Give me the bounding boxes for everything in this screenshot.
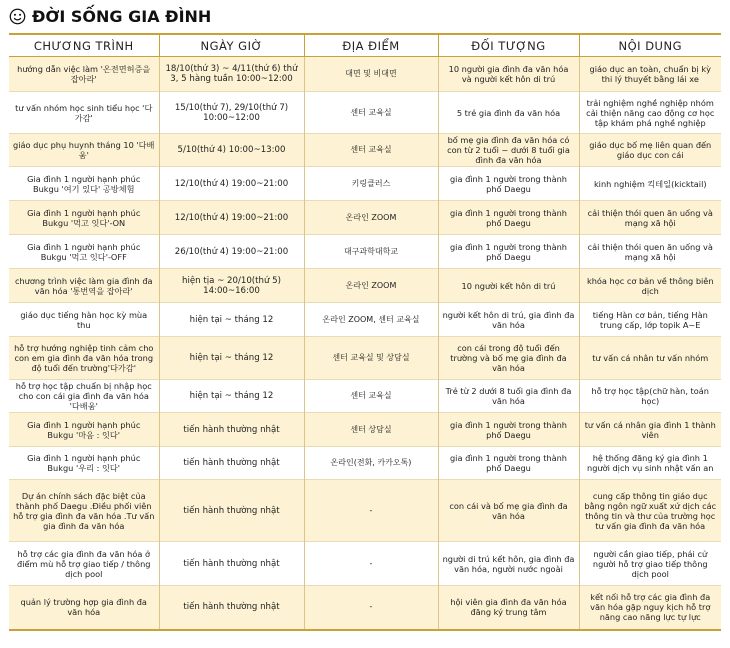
cell-content: kết nối hỗ trợ các gia đình đa văn hóa gặp nguy kịch hỗ trợ năng cao năng lực tự lực <box>579 586 721 630</box>
cell-time: 15/10(thứ 7), 29/10(thứ 7) 10:00~12:00 <box>159 92 304 134</box>
cell-target: người di trú kết hôn, gia đình đa văn hóa, người nước ngoài <box>438 542 579 586</box>
cell-place: - <box>304 586 438 630</box>
cell-time: hiện tại ~ tháng 12 <box>159 337 304 380</box>
table-row <box>9 447 721 480</box>
schedule-table <box>9 33 721 631</box>
cell-content: tiếng Hàn cơ bản, tiếng Hàn trung cấp, lớp topik A~E <box>579 303 721 337</box>
column-header-time: NGÀY GIỜ <box>159 34 304 57</box>
cell-program: hỗ trợ học tập chuẩn bị nhập học cho con cái gia đình đa văn hóa '다배움' <box>9 380 159 413</box>
cell-target: gia đình 1 người trong thành phố Daegu <box>438 167 579 201</box>
column-header-content: NỘI DUNG <box>579 34 721 57</box>
table-row <box>9 134 721 167</box>
cell-target: hội viên gia đình đa văn hóa đăng ký trung tâm <box>438 586 579 630</box>
cell-program: hỗ trợ các gia đình đa văn hóa ở điểm mù hỗ trợ giao tiếp / thông dịch pool <box>9 542 159 586</box>
cell-program: Dự án chính sách đặc biệt của thành phố Daegu .Điều phối viên hỗ trợ gia đình đa văn hóa .Tư vấn gia đình đa văn hóa <box>9 480 159 542</box>
cell-place: 센터 교육실 <box>304 92 438 134</box>
table-row <box>9 380 721 413</box>
cell-time: hiện tại ~ tháng 12 <box>159 303 304 337</box>
cell-program: tư vấn nhóm học sinh tiểu học '다가감' <box>9 92 159 134</box>
cell-time: hiện tịa ~ 20/10(thứ 5) 14:00~16:00 <box>159 269 304 303</box>
cell-content: hệ thống đăng ký gia đình 1 người dịch vụ sinh nhật vấn an <box>579 447 721 480</box>
cell-place: - <box>304 542 438 586</box>
cell-content: kinh nghiệm 킥테일(kicktail) <box>579 167 721 201</box>
column-header-place: ĐỊA ĐIỂM <box>304 34 438 57</box>
cell-target: gia đình 1 người trong thành phố Daegu <box>438 413 579 447</box>
table-row <box>9 167 721 201</box>
cell-time: 5/10(thứ 4) 10:00~13:00 <box>159 134 304 167</box>
cell-place: 센터 교육실 및 상담실 <box>304 337 438 380</box>
cell-content: giáo dục bố mẹ liên quan đến giáo dục con cái <box>579 134 721 167</box>
cell-time: 12/10(thứ 4) 19:00~21:00 <box>159 167 304 201</box>
cell-program: Gia đình 1 người hạnh phúc Bukgu '마음 : 잇다' <box>9 413 159 447</box>
cell-content: tư vấn cá nhân tư vấn nhóm <box>579 337 721 380</box>
table-header-row <box>9 34 721 57</box>
cell-target: 5 trẻ gia đình đa văn hóa <box>438 92 579 134</box>
table-row <box>9 201 721 235</box>
cell-place: 센터 교육실 <box>304 134 438 167</box>
cell-place: 온라인 ZOOM, 센터 교육실 <box>304 303 438 337</box>
cell-program: Gia đình 1 người hạnh phúc Bukgu '여기 있다' 공방체험 <box>9 167 159 201</box>
cell-target: bố mẹ gia đình đa văn hóa có con từ 2 tuổi ~ dưới 8 tuổi gia đình đa văn hóa <box>438 134 579 167</box>
cell-content: khóa học cơ bản về thông biên dịch <box>579 269 721 303</box>
cell-place: 키링클러스 <box>304 167 438 201</box>
cell-time: 18/10(thứ 3) ~ 4/11(thứ 6) thứ 3, 5 hàng tuần 10:00~12:00 <box>159 57 304 92</box>
cell-time: tiến hành thường nhật <box>159 542 304 586</box>
cell-content: người cần giao tiếp, phái cử người hỗ trợ giao tiếp thông dịch pool <box>579 542 721 586</box>
cell-program: Gia đình 1 người hạnh phúc Bukgu '우리 : 잇다' <box>9 447 159 480</box>
cell-time: tiến hành thường nhật <box>159 447 304 480</box>
table-row <box>9 586 721 630</box>
cell-program: quản lý trường hợp gia đình đa văn hóa <box>9 586 159 630</box>
column-header-target: ĐỐI TƯỢNG <box>438 34 579 57</box>
cell-target: gia đình 1 người trong thành phố Daegu <box>438 201 579 235</box>
cell-time: tiến hành thường nhật <box>159 413 304 447</box>
cell-time: tiến hành thường nhật <box>159 480 304 542</box>
table-row <box>9 57 721 92</box>
column-header-program: CHƯƠNG TRÌNH <box>9 34 159 57</box>
cell-time: hiện tại ~ tháng 12 <box>159 380 304 413</box>
cell-place: 센터 상담실 <box>304 413 438 447</box>
cell-time: tiến hành thường nhật <box>159 586 304 630</box>
table-row <box>9 413 721 447</box>
cell-time: 12/10(thứ 4) 19:00~21:00 <box>159 201 304 235</box>
cell-program: giáo dục tiếng hàn học kỳ mùa thu <box>9 303 159 337</box>
cell-target: người kết hôn di trú, gia đình đa văn hóa <box>438 303 579 337</box>
table-row <box>9 92 721 134</box>
table-row <box>9 337 721 380</box>
cell-target: Trẻ từ 2 dưới 8 tuổi gia đình đa văn hóa <box>438 380 579 413</box>
cell-program: chương trình việc làm gia đình đa văn hóa '통번역을 잡아라' <box>9 269 159 303</box>
cell-program: hỗ trợ hướng nghiệp tinh cảm cho con em gia đình đa văn hóa trong độ tuổi đến trường'다가감' <box>9 337 159 380</box>
cell-target: gia đình 1 người trong thành phố Daegu <box>438 447 579 480</box>
cell-place: 온라인 ZOOM <box>304 269 438 303</box>
cell-target: con cái trong độ tuổi đến trường và bố mẹ gia đình đa văn hóa <box>438 337 579 380</box>
cell-place: 센터 교육실 <box>304 380 438 413</box>
cell-content: tư vấn cá nhân gia đình 1 thành viên <box>579 413 721 447</box>
page-title-row <box>9 4 211 28</box>
cell-place: 대구과학대학교 <box>304 235 438 269</box>
cell-content: hỗ trợ học tập(chữ hàn, toán học) <box>579 380 721 413</box>
table-row <box>9 542 721 586</box>
cell-target: con cái và bố mẹ gia đình đa văn hóa <box>438 480 579 542</box>
cell-place: 온라인(전화, 카카오톡) <box>304 447 438 480</box>
cell-program: giáo dục phụ huynh tháng 10 '다배움' <box>9 134 159 167</box>
table-row <box>9 480 721 542</box>
cell-place: 온라인 ZOOM <box>304 201 438 235</box>
page-title: ĐỜI SỐNG GIA ĐÌNH <box>32 6 212 26</box>
cell-place: 대면 및 비대면 <box>304 57 438 92</box>
cell-program: hướng dẫn việc làm '온전면허증을 잡아라' <box>9 57 159 92</box>
cell-content: cải thiện thói quen ăn uống và mạng xã hội <box>579 201 721 235</box>
cell-target: 10 người kết hôn di trú <box>438 269 579 303</box>
cell-content: cung cấp thông tin giáo dục bằng ngôn ngữ xuất xứ dịch các thông tin và thư của trường học tư vấn gia đình đa văn hóa <box>579 480 721 542</box>
table-row <box>9 269 721 303</box>
table-row <box>9 235 721 269</box>
cell-program: Gia đình 1 người hạnh phúc Bukgu '먹고 잇다'-OFF <box>9 235 159 269</box>
table-row <box>9 303 721 337</box>
cell-content: trải nghiệm nghề nghiệp nhóm cải thiện năng cao động cơ học tập khám phá nghề nghiệp <box>579 92 721 134</box>
cell-time: 26/10(thứ 4) 19:00~21:00 <box>159 235 304 269</box>
cell-target: 10 người gia đình đa văn hóa và người kết hôn di trú <box>438 57 579 92</box>
table-body <box>9 57 721 630</box>
cell-content: giáo dục an toàn, chuẩn bị kỳ thi lý thuyết bằng lái xe <box>579 57 721 92</box>
cell-target: gia đình 1 người trong thành phố Daegu <box>438 235 579 269</box>
cell-place: - <box>304 480 438 542</box>
schedule-table-container <box>9 33 721 631</box>
cell-content: cải thiện thói quen ăn uống và mạng xã hội <box>579 235 721 269</box>
cell-program: Gia đình 1 người hạnh phúc Bukgu '먹고 잇다'-ON <box>9 201 159 235</box>
smiley-icon <box>9 8 26 25</box>
